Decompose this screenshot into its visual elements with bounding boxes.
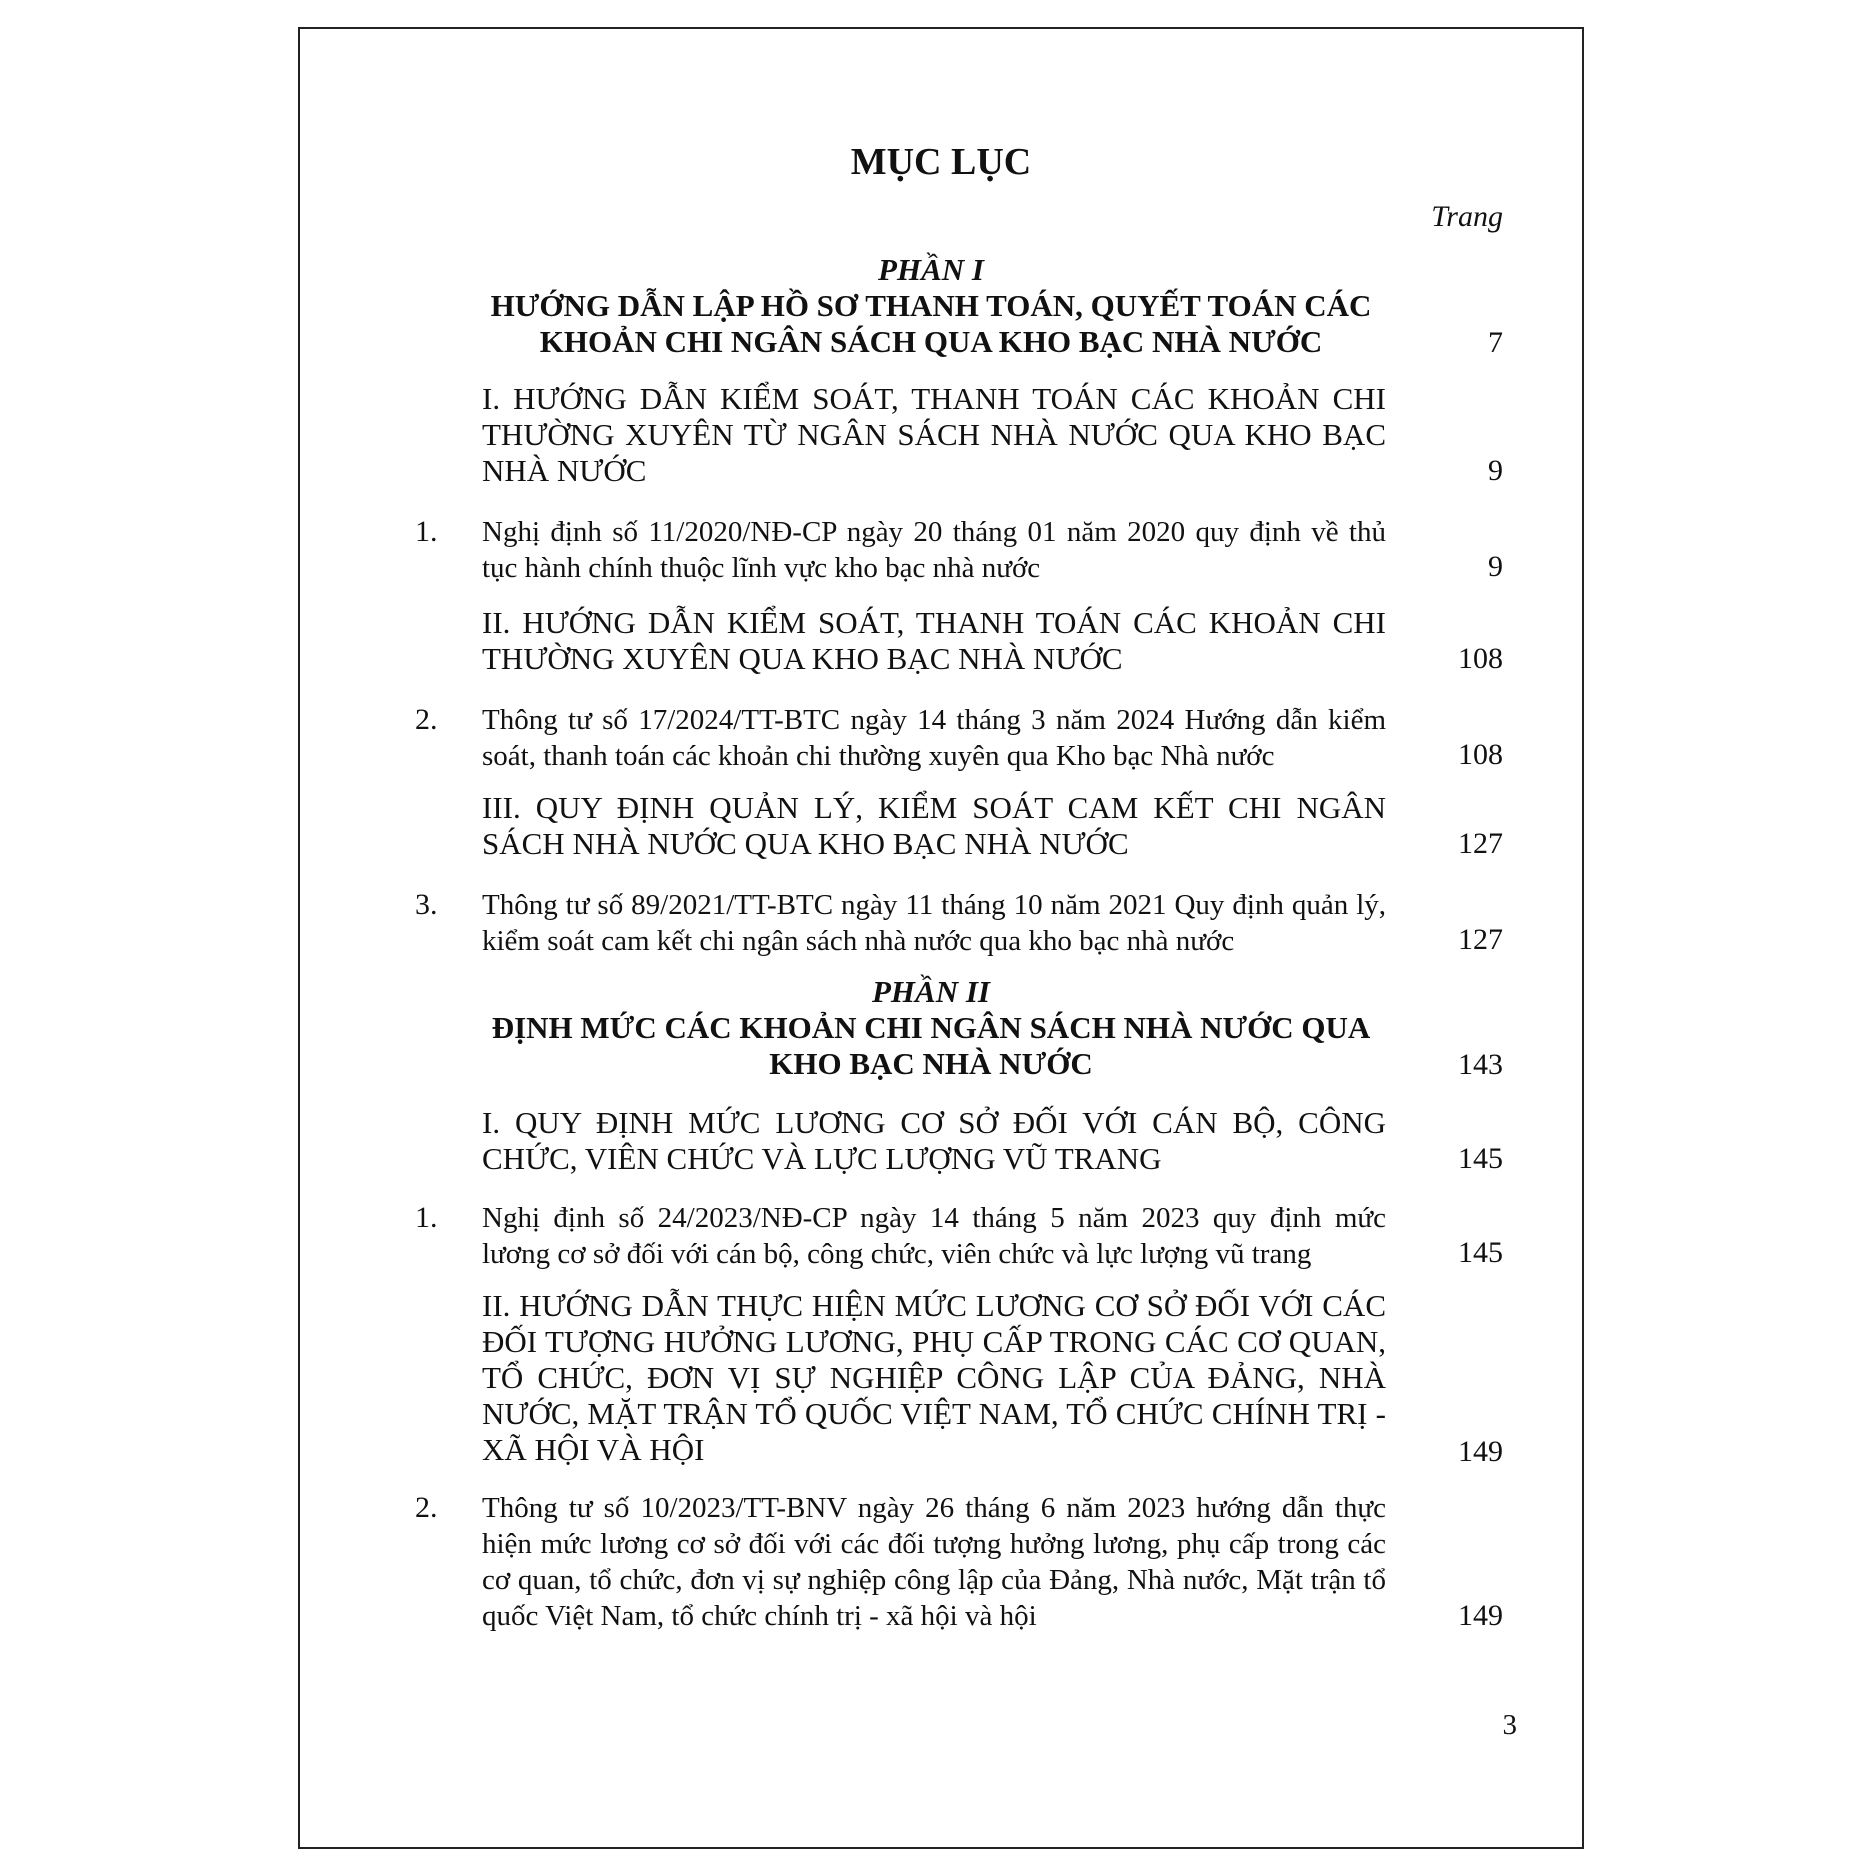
part-1-heading <box>480 252 1382 360</box>
toc-entry-number: 2. <box>415 703 438 736</box>
part-title-line: KHO BẠC NHÀ NƯỚC <box>769 1046 1093 1081</box>
toc-entry-number: 1. <box>415 1201 438 1234</box>
toc-page-number: 7 <box>1488 326 1503 359</box>
toc-entry: Nghị định số 11/2020/NĐ-CP ngày 20 tháng 01 năm 2020 quy định về thủ tục hành chính thuộc lĩnh vực kho bạc nhà nước <box>482 516 1386 584</box>
toc-page-number: 145 <box>1458 1142 1503 1175</box>
part-label: PHẦN I <box>878 252 984 287</box>
toc-page-number: 149 <box>1458 1599 1503 1632</box>
toc-page-number: 127 <box>1458 827 1503 860</box>
toc-entry: Thông tư số 89/2021/TT-BTC ngày 11 tháng 10 năm 2021 Quy định quản lý, kiểm soát cam kết chi ngân sách nhà nước qua kho bạc nhà nước <box>482 889 1386 957</box>
page-title: MỤC LỤC <box>850 141 1032 183</box>
toc-section: II. HƯỚNG DẪN THỰC HIỆN MỨC LƯƠNG CƠ SỞ ĐỐI VỚI CÁC ĐỐI TƯỢNG HƯỞNG LƯƠNG, PHỤ CẤP TRONG CÁC CƠ QUAN, TỔ CHỨC, ĐƠN VỊ SỰ NGHIỆP CÔNG LẬP CỦA ĐẢNG, NHÀ NƯỚC, MẶT TRẬN TỔ QUỐC VIỆT NAM, TỔ CHỨC CHÍNH TRỊ - XÃ HỘI VÀ HỘI <box>482 1288 1386 1467</box>
toc-section: I. HƯỚNG DẪN KIỂM SOÁT, THANH TOÁN CÁC KHOẢN CHI THƯỜNG XUYÊN TỪ NGÂN SÁCH NHÀ NƯỚC QUA KHO BẠC NHÀ NƯỚC <box>482 381 1386 488</box>
toc-page-number: 145 <box>1458 1236 1503 1269</box>
toc-entry-number: 2. <box>415 1491 438 1524</box>
toc-page-number: 127 <box>1458 923 1503 956</box>
toc-page-number: 108 <box>1458 738 1503 771</box>
toc-entry-number: 1. <box>415 515 438 548</box>
part-title-line: KHOẢN CHI NGÂN SÁCH QUA KHO BẠC NHÀ NƯỚC <box>539 324 1323 359</box>
part-title-line: ĐỊNH MỨC CÁC KHOẢN CHI NGÂN SÁCH NHÀ NƯỚC QUA <box>491 1010 1371 1045</box>
page-number: 3 <box>1502 1709 1517 1741</box>
toc-entry: Nghị định số 24/2023/NĐ-CP ngày 14 tháng 5 năm 2023 quy định mức lương cơ sở đối với cán bộ, công chức, viên chức và lực lượng vũ trang <box>482 1202 1386 1270</box>
toc-section: I. QUY ĐỊNH MỨC LƯƠNG CƠ SỞ ĐỐI VỚI CÁN BỘ, CÔNG CHỨC, VIÊN CHỨC VÀ LỰC LƯỢNG VŨ TRANG <box>482 1105 1386 1176</box>
part-2-heading <box>480 974 1382 1082</box>
toc-page-number: 108 <box>1458 642 1503 675</box>
part-title-line: HƯỚNG DẪN LẬP HỒ SƠ THANH TOÁN, QUYẾT TOÁN CÁC <box>490 288 1372 323</box>
toc-page-number: 149 <box>1458 1435 1503 1468</box>
toc-page-number: 9 <box>1488 550 1503 583</box>
toc-entry: Thông tư số 10/2023/TT-BNV ngày 26 tháng 6 năm 2023 hướng dẫn thực hiện mức lương cơ sở đối với các đối tượng hưởng lương, phụ cấp trong các cơ quan, tổ chức, đơn vị sự nghiệp công lập của Đảng, Nhà nước, Mặt trận tổ quốc Việt Nam, tổ chức chính trị - xã hội và hội <box>482 1492 1386 1632</box>
toc-page-number: 143 <box>1458 1048 1503 1081</box>
toc-entry-number: 3. <box>415 888 438 921</box>
toc-page-number: 9 <box>1488 454 1503 487</box>
page-column-label: Trang <box>1431 200 1503 233</box>
toc-section: II. HƯỚNG DẪN KIỂM SOÁT, THANH TOÁN CÁC KHOẢN CHI THƯỜNG XUYÊN QUA KHO BẠC NHÀ NƯỚC <box>482 605 1386 676</box>
toc-section: III. QUY ĐỊNH QUẢN LÝ, KIỂM SOÁT CAM KẾT CHI NGÂN SÁCH NHÀ NƯỚC QUA KHO BẠC NHÀ NƯỚC <box>482 790 1386 861</box>
part-label: PHẦN II <box>872 974 990 1009</box>
toc-entry: Thông tư số 17/2024/TT-BTC ngày 14 tháng 3 năm 2024 Hướng dẫn kiểm soát, thanh toán các khoản chi thường xuyên qua Kho bạc Nhà nước <box>482 704 1386 772</box>
